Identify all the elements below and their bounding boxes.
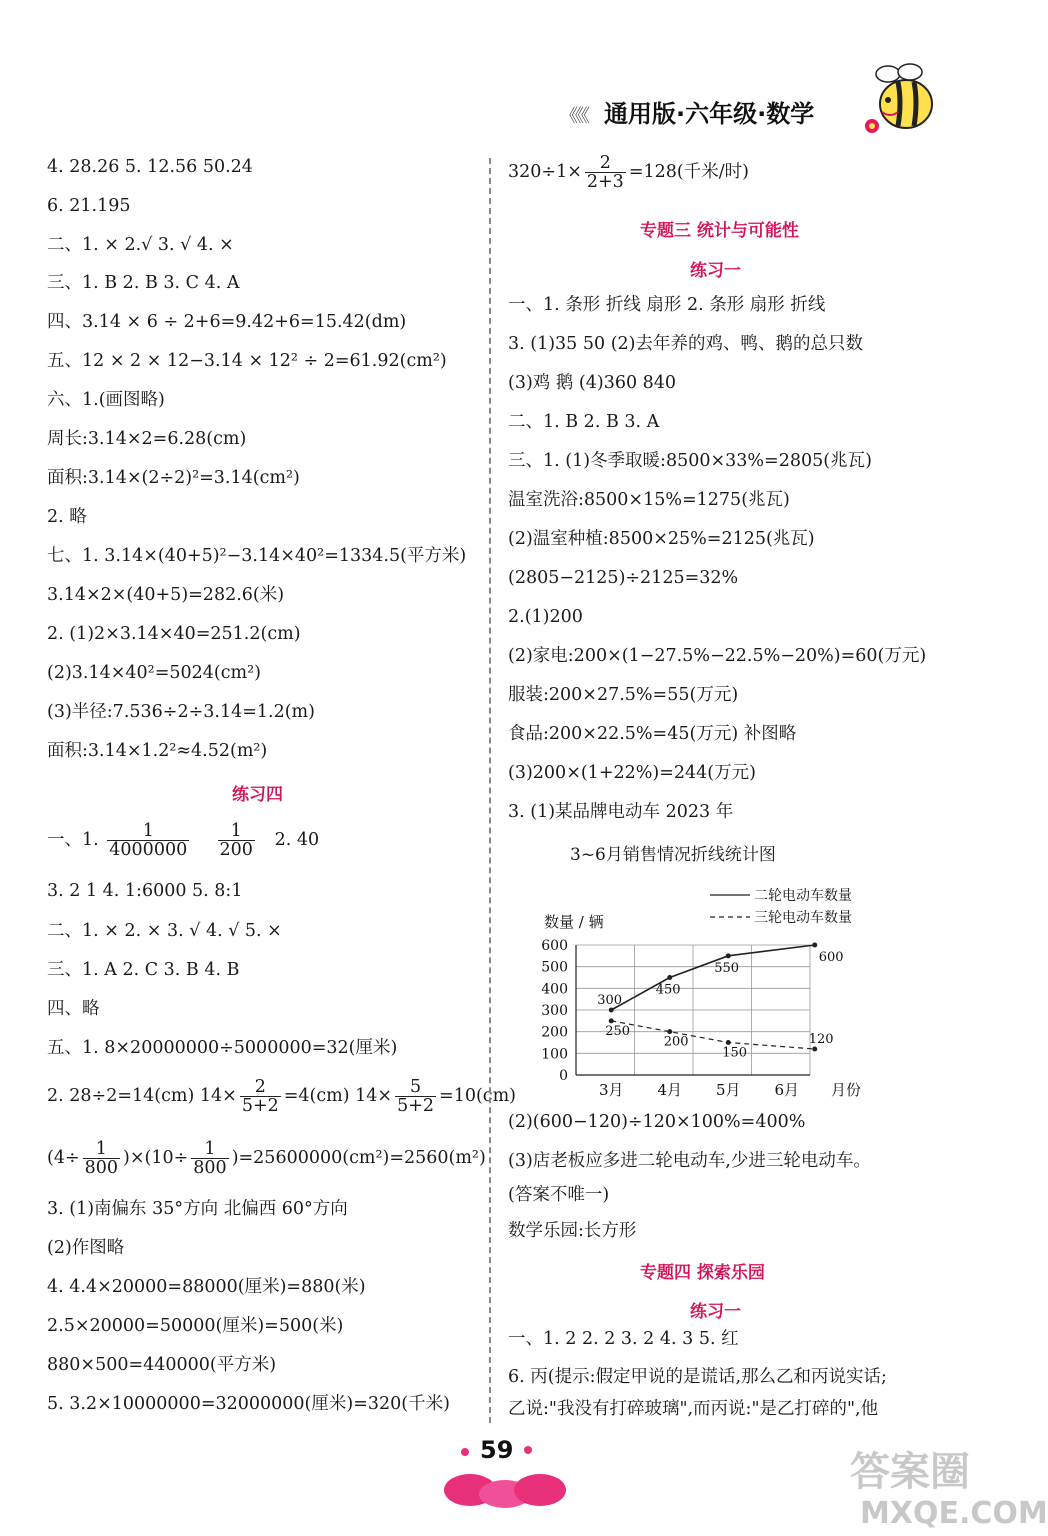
numerator: 1 xyxy=(83,1140,120,1159)
numerator: 5 xyxy=(395,1078,436,1097)
numerator: 2 xyxy=(585,154,626,173)
answer-line: 二、1. × 2. × 3. √ 4. √ 5. × xyxy=(47,921,282,941)
answer-line: 3. (1)南偏东 35°方向 北偏西 60°方向 xyxy=(47,1199,348,1219)
answer-line: 二、1. B 2. B 3. A xyxy=(508,412,660,432)
y-tick-label: 200 xyxy=(541,1024,568,1041)
column-divider xyxy=(489,158,491,1423)
header-arrows: 《《《 xyxy=(560,106,587,127)
data-point xyxy=(726,1040,731,1045)
answer-line-fraction xyxy=(508,152,749,192)
page-number: 59 xyxy=(480,1436,514,1464)
answer-line: 一、1. 2 2. 2 3. 2 4. 3 5. 红 xyxy=(508,1329,739,1349)
watermark-url: MXQE.COM xyxy=(860,1496,1048,1531)
answer-line: 4. 28.26 5. 12.56 50.24 xyxy=(47,157,253,177)
line-chart xyxy=(510,880,880,1100)
answer-line-fraction xyxy=(47,1138,486,1178)
legend-label: 二轮电动车数量 xyxy=(754,888,852,904)
answer-line: (3)鸡 鹅 (4)360 840 xyxy=(508,373,677,393)
x-axis-label: 月份 xyxy=(830,1081,862,1099)
answer-line: 5. 3.2×10000000=32000000(厘米)=320(千米) xyxy=(47,1394,450,1414)
data-label: 300 xyxy=(597,993,623,1008)
chart-title: 3~6月销售情况折线统计图 xyxy=(570,845,776,865)
data-label: 200 xyxy=(663,1034,689,1050)
y-tick-label: 500 xyxy=(541,959,568,976)
answer-line: 6. 21.195 xyxy=(47,196,131,216)
text-segment: =10(cm) xyxy=(439,1086,517,1106)
bee-mascot-icon xyxy=(858,62,948,142)
data-point xyxy=(726,953,731,958)
answer-line: (3)200×(1+22%)=244(万元) xyxy=(508,763,756,783)
x-tick-label: 4月 xyxy=(657,1081,683,1099)
data-label: 550 xyxy=(714,960,740,976)
answer-line: 3.14×2×(40+5)=282.6(米) xyxy=(47,585,285,605)
answer-line: (2)3.14×40²=5024(cm²) xyxy=(47,663,261,683)
y-axis-label: 数量 / 辆 xyxy=(544,913,604,931)
answer-line: 2. 略 xyxy=(47,507,87,527)
data-point xyxy=(812,943,817,948)
answer-line: 温室洗浴:8500×15%=1275(兆瓦) xyxy=(508,490,790,510)
data-point xyxy=(609,1018,614,1023)
answer-line: 七、1. 3.14×(40+5)²−3.14×40²=1334.5(平方米) xyxy=(47,546,467,566)
page-header xyxy=(560,92,860,132)
answer-line: 五、12 × 2 × 12−3.14 × 12² ÷ 2=61.92(cm²) xyxy=(47,351,447,371)
answer-line: 三、1. B 2. B 3. C 4. A xyxy=(47,273,240,293)
y-tick-label: 300 xyxy=(541,1003,568,1019)
data-label: 150 xyxy=(722,1045,748,1061)
answer-line: 6. 丙(提示:假定甲说的是谎话,那么乙和丙说实话; xyxy=(508,1367,887,1387)
x-tick-label: 3月 xyxy=(598,1081,624,1099)
data-point xyxy=(667,1029,672,1034)
numerator: 1 xyxy=(191,1140,228,1159)
answer-line: 3. 2 1 4. 1:6000 5. 8:1 xyxy=(47,881,243,901)
data-label: 120 xyxy=(808,1032,834,1047)
answer-line: 面积:3.14×1.2²≈4.52(m²) xyxy=(47,741,268,761)
answer-line: 面积:3.14×(2÷2)²=3.14(cm²) xyxy=(47,468,300,488)
answer-line-fraction xyxy=(47,820,319,860)
y-tick-label: 400 xyxy=(541,981,568,998)
watermark xyxy=(840,1440,1048,1536)
answer-line: (3)店老板应多进二轮电动车,少进三轮电动车。 xyxy=(508,1151,871,1171)
denominator: 5+2 xyxy=(397,1096,435,1116)
answer-line-fraction xyxy=(47,1076,516,1116)
fraction xyxy=(107,822,189,859)
denominator: 5+2 xyxy=(241,1096,279,1116)
text-segment: 2. 28÷2=14(cm) 14× xyxy=(47,1086,237,1106)
y-tick-label: 100 xyxy=(541,1046,568,1063)
answer-line: 一、1. 条形 折线 扇形 2. 条形 扇形 折线 xyxy=(508,295,826,315)
text-segment: 一、1. xyxy=(47,830,99,850)
y-tick-label: 0 xyxy=(559,1068,568,1084)
answer-line: (3)半径:7.536÷2÷3.14=1.2(m) xyxy=(47,702,315,722)
answer-line: 六、1.(画图略) xyxy=(47,390,165,410)
x-tick-label: 5月 xyxy=(715,1081,741,1099)
answer-line: 2.(1)200 xyxy=(508,607,583,627)
section-heading: 练习四 xyxy=(232,785,283,805)
numerator: 2 xyxy=(240,1078,281,1097)
answer-line: 4. 4.4×20000=88000(厘米)=880(米) xyxy=(47,1277,366,1297)
data-point xyxy=(609,1008,614,1013)
text-segment: =4(cm) 14× xyxy=(283,1086,393,1106)
data-label: 250 xyxy=(605,1023,631,1039)
answer-line: 2.5×20000=50000(厘米)=500(米) xyxy=(47,1316,344,1336)
text-segment: (4÷ xyxy=(47,1148,80,1168)
answer-line: 2. (1)2×3.14×40=251.2(cm) xyxy=(47,624,301,644)
fraction xyxy=(240,1078,281,1115)
data-label: 600 xyxy=(818,950,844,965)
fraction xyxy=(83,1140,120,1177)
answer-line: (2805−2125)÷2125=32% xyxy=(508,568,739,588)
answer-line: 880×500=440000(平方米) xyxy=(47,1355,277,1375)
series-line-two-wheel xyxy=(611,945,815,1010)
answer-line: 五、1. 8×20000000÷5000000=32(厘米) xyxy=(47,1038,398,1058)
series-line-three-wheel xyxy=(611,1021,815,1049)
answer-line: 服装:200×27.5%=55(万元) xyxy=(508,685,739,705)
denominator: 2+3 xyxy=(586,172,624,192)
denominator: 800 xyxy=(84,1158,119,1178)
text-segment: =128(千米/时) xyxy=(628,162,749,182)
fraction xyxy=(395,1078,436,1115)
y-tick-label: 600 xyxy=(541,938,568,954)
text-segment: 2. 40 xyxy=(274,830,320,850)
text-segment: 320÷1× xyxy=(508,162,582,182)
answer-line: 3. (1)某品牌电动车 2023 年 xyxy=(508,802,734,822)
answer-line: 四、略 xyxy=(47,999,100,1019)
answer-line: 乙说:"我没有打碎玻璃",而丙说:"是乙打碎的",他 xyxy=(508,1399,879,1419)
answer-line: 四、3.14 × 6 ÷ 2+6=9.42+6=15.42(dm) xyxy=(47,312,407,332)
data-point xyxy=(812,1047,817,1052)
fraction xyxy=(585,154,626,191)
legend-label: 三轮电动车数量 xyxy=(754,910,852,926)
section-heading: 专题四 探索乐园 xyxy=(640,1263,765,1283)
fraction xyxy=(191,1140,228,1177)
data-point xyxy=(667,975,672,980)
answer-line: 数学乐园:长方形 xyxy=(508,1221,637,1241)
denominator: 4000000 xyxy=(109,840,188,860)
answer-line: (2)(600−120)÷120×100%=400% xyxy=(508,1112,806,1132)
section-heading: 练习一 xyxy=(690,1302,741,1322)
answer-line: 3. (1)35 50 (2)去年养的鸡、鸭、鹅的总只数 xyxy=(508,334,863,354)
numerator: 1 xyxy=(107,822,189,841)
answer-line: (2)家电:200×(1−27.5%−22.5%−20%)=60(万元) xyxy=(508,646,927,666)
denominator: 800 xyxy=(193,1158,227,1178)
fraction xyxy=(218,822,255,859)
answer-line: (2)作图略 xyxy=(47,1238,125,1258)
section-heading: 专题三 统计与可能性 xyxy=(640,221,799,241)
text-segment: )=25600000(cm²)=2560(m²) xyxy=(231,1148,486,1168)
denominator: 200 xyxy=(219,840,253,860)
answer-line: 三、1. A 2. C 3. B 4. B xyxy=(47,960,240,980)
answer-line: 食品:200×22.5%=45(万元) 补图略 xyxy=(508,724,797,744)
x-tick-label: 6月 xyxy=(774,1081,800,1099)
numerator: 1 xyxy=(218,822,255,841)
answer-line: 三、1. (1)冬季取暖:8500×33%=2805(兆瓦) xyxy=(508,451,872,471)
section-heading: 练习一 xyxy=(690,261,741,281)
answer-line: 二、1. × 2.√ 3. √ 4. × xyxy=(47,235,234,255)
answer-line: (2)温室种植:8500×25%=2125(兆瓦) xyxy=(508,529,815,549)
answer-line: 周长:3.14×2=6.28(cm) xyxy=(47,429,247,449)
watermark-logo: 答案圈 xyxy=(850,1449,970,1495)
answer-line: (答案不唯一) xyxy=(508,1185,610,1205)
text-segment: )×(10÷ xyxy=(123,1148,189,1168)
data-label: 450 xyxy=(655,982,681,998)
header-title: 通用版·六年级·数学 xyxy=(604,100,815,128)
